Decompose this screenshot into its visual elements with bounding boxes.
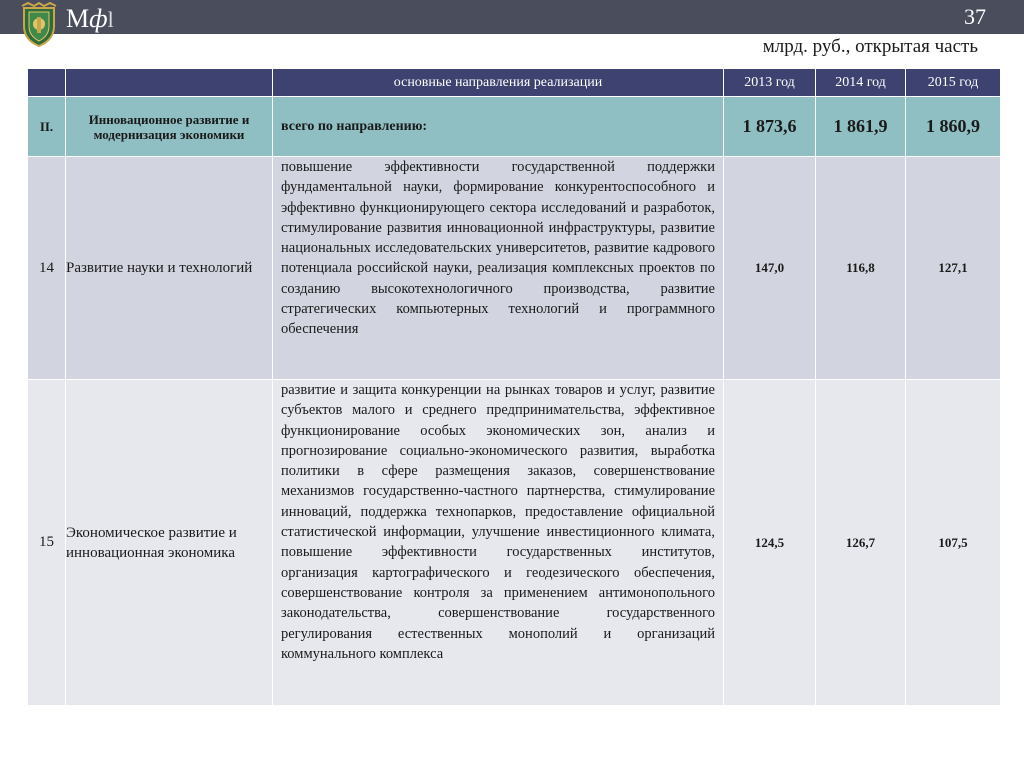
row-value-2014: 126,7 (816, 380, 906, 706)
table-row (28, 380, 1001, 706)
brand-italic: ф (89, 4, 108, 33)
page-number: 37 (964, 4, 986, 29)
section-value-2013: 1 873,6 (724, 97, 816, 157)
top-bar (0, 0, 1024, 34)
row-num: 15 (28, 380, 66, 706)
header-cell-directions: основные направления реализации (273, 69, 724, 97)
emblem-icon (18, 2, 60, 48)
row-value-2013: 124,5 (724, 380, 816, 706)
row-num: 14 (28, 157, 66, 380)
section-name: Инновационное развитие и модернизация экономики (66, 97, 273, 157)
row-value-2015: 127,1 (906, 157, 1001, 380)
header-cell-2013: 2013 год (724, 69, 816, 97)
header-cell-num (28, 69, 66, 97)
header-cell-name (66, 69, 273, 97)
row-name: Развитие науки и технологий (66, 157, 273, 380)
section-desc: всего по направлению: (273, 97, 724, 157)
brand-logo-text (66, 4, 114, 34)
brand-main: М (66, 4, 90, 33)
units-subtitle: млрд. руб., открытая часть (762, 36, 978, 57)
budget-table (27, 68, 1001, 706)
row-value-2014: 116,8 (816, 157, 906, 380)
row-value-2015: 107,5 (906, 380, 1001, 706)
section-value-2014: 1 861,9 (816, 97, 906, 157)
table-row (28, 157, 1001, 380)
row-desc: развитие и защита конкуренции на рынках товаров и услуг, развитие субъектов малого и среднего предпринимательства, эффективное функционирование особых экономических зон, анализ и прогнозирование социально-экономического развития, выработка политики в сфере размещения заказов, совершенствование механизмов государственно-частного партнерства, стимулирование инноваций, поддержка технопарков, предоставление официальной статистической информации, улучшение инвестиционного климата, повышение эффективности государственных институтов, организация картографического и геодезического обеспечения, совершенствование контроля за применением антимонопольного законодательства, совершенствование государственного регулирования естественных монополий и организаций коммунального комплекса (273, 380, 724, 706)
row-desc: повышение эффективности государственной поддержки фундаментальной науки, формирование конкурентоспособного и эффективно функционирующего сектора исследований и разработок, стимулирование развития инновационной инфраструктуры, развитие национальных исследовательских университетов, развитие кадрового потенциала российской науки, реализация комплексных проектов по созданию высокотехнологичного производства, развитие стратегических компьютерных технологий и программного обеспечения (273, 157, 724, 380)
section-num: II. (28, 97, 66, 157)
row-name: Экономическое развитие и инновационная экономика (66, 380, 273, 706)
table-header-row (28, 69, 1001, 97)
row-value-2013: 147,0 (724, 157, 816, 380)
header-cell-2014: 2014 год (816, 69, 906, 97)
header-cell-2015: 2015 год (906, 69, 1001, 97)
section-row (28, 97, 1001, 157)
brand-tail: l (107, 7, 114, 32)
section-value-2015: 1 860,9 (906, 97, 1001, 157)
